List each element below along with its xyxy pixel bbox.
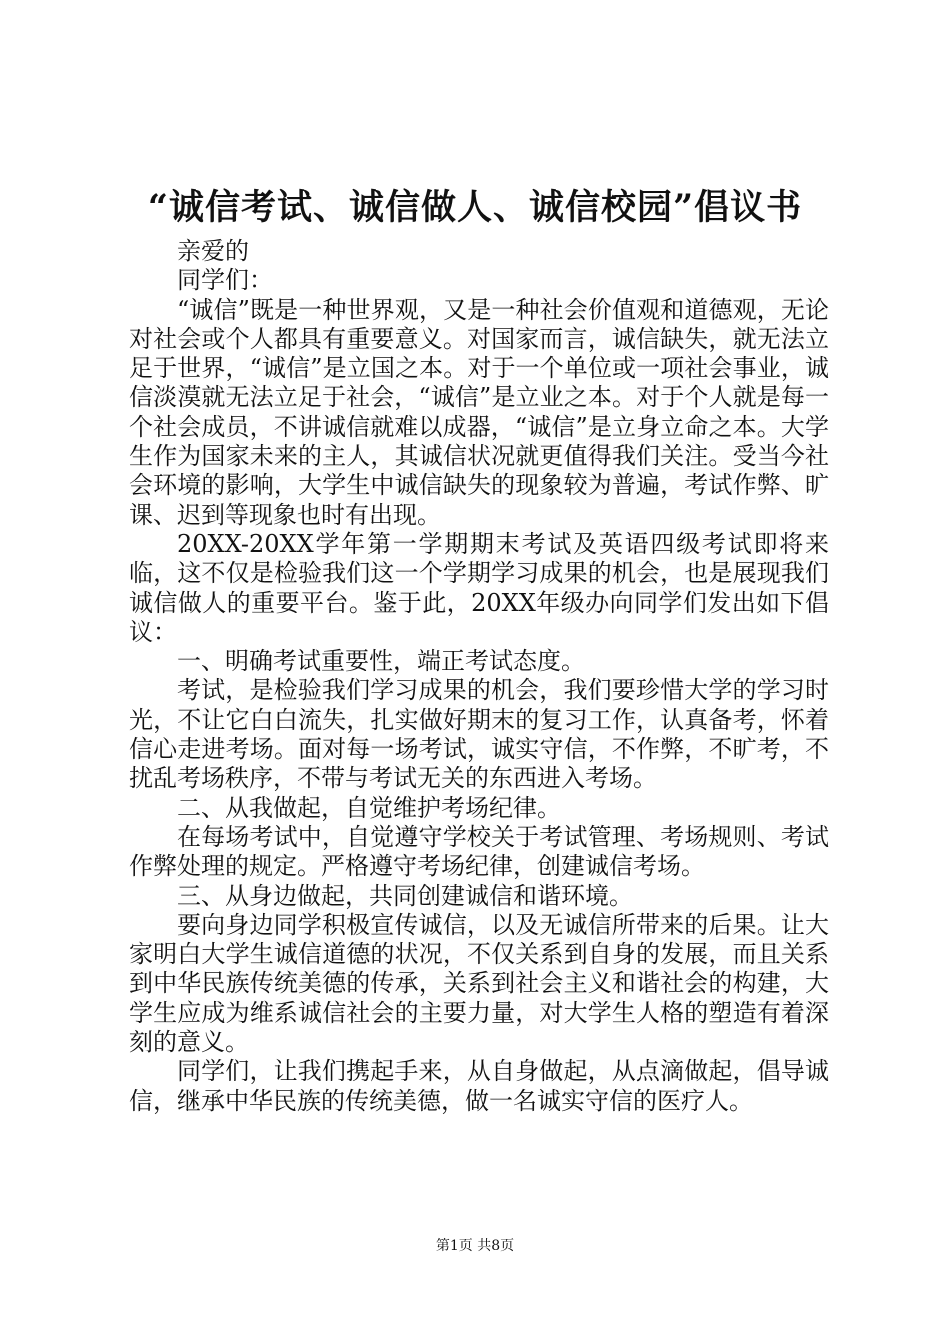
section-heading-1: 一、明确考试重要性，端正考试态度。	[177, 647, 585, 676]
page-footer: 第1页 共8页	[435, 1238, 515, 1254]
body-paragraph: “诚信”既是一种世界观，又是一种社会价值观和道德观，无论对社会或个人都具有重要意义。对国家而言，诚信缺失，就无法立足于世界，“诚信”是立国之本。对于一个单位或一项社会事业，诚信淡漠就无法立足于社会，“诚信”是立业之本。对于个人就是每一个社会成员，不讲诚信就难以成器，“诚信”是立身立命之本。大学生作为国家未来的主人，其诚信状况就更值得我们关注。受当今社会环境的影响，大学生中诚信缺失的现象较为普遍，考试作弊、旷课、迟到等现象也时有出现。	[129, 295, 829, 529]
document-title: “诚信考试、诚信做人、诚信校园”倡议书	[147, 187, 803, 228]
closing-paragraph: 同学们，让我们携起手来，从自身做起，从点滴做起，倡导诚信，继承中华民族的传统美德，做一名诚实守信的医疗人。	[129, 1057, 829, 1115]
body-paragraph: 20XX-20XX学年第一学期期末考试及英语四级考试即将来临，这不仅是检验我们这一个学期学习成果的机会，也是展现我们诚信做人的重要平台。鉴于此，20XX年级办向同学们发出如下倡议：	[129, 529, 829, 646]
body-paragraph: 考试，是检验我们学习成果的机会，我们要珍惜大学的学习时光，不让它白白流失，扎实做好期末的复习工作，认真备考，怀着信心走进考场。面对每一场考试，诚实守信，不作弊，不旷考，不扰乱考场秩序，不带与考试无关的东西进入考场。	[129, 676, 829, 793]
body-paragraph: 要向身边同学积极宣传诚信，以及无诚信所带来的后果。让大家明白大学生诚信道德的状况，不仅关系到自身的发展，而且关系到中华民族传统美德的传承，关系到社会主义和谐社会的构建，大学生应成为维系诚信社会的主要力量，对大学生人格的塑造有着深刻的意义。	[129, 910, 829, 1057]
document-body	[129, 237, 829, 1116]
section-heading-2: 二、从我做起，自觉维护考场纪律。	[177, 793, 561, 822]
salutation-line-2: 同学们：	[177, 266, 273, 295]
body-paragraph: 在每场考试中，自觉遵守学校关于考试管理、考场规则、考试作弊处理的规定。严格遵守考场纪律，创建诚信考场。	[129, 822, 829, 881]
salutation-line-1: 亲爱的	[177, 237, 249, 265]
section-heading-3: 三、从身边做起，共同创建诚信和谐环境。	[177, 881, 633, 910]
